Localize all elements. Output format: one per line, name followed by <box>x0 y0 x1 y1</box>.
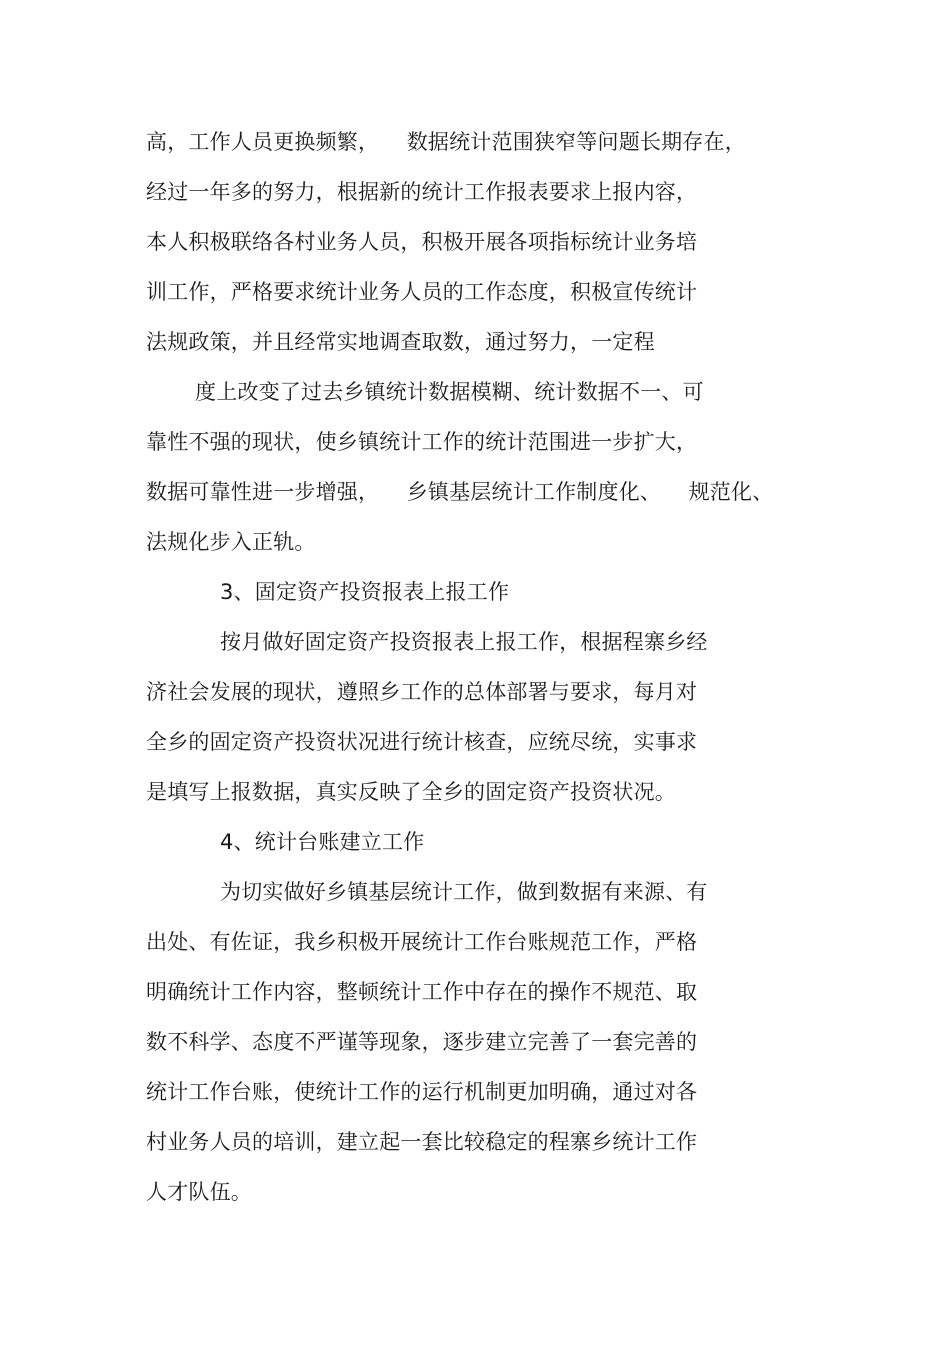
text-line: 本人积极联络各村业务人员，积极开展各项指标统计业务培 <box>146 230 698 254</box>
text-line: 按月做好固定资产投资报表上报工作，根据程寨乡经 <box>220 630 708 654</box>
text-line: 人才队伍。 <box>146 1180 252 1204</box>
section-heading: 3、固定资产投资报表上报工作 <box>220 580 510 604</box>
text-line: 经过一年多的努力，根据新的统计工作报表要求上报内容， <box>146 180 698 204</box>
text-line: 数据可靠性进一步增强， 乡镇基层统计工作制度化、 规范化、 <box>146 480 774 504</box>
text-line: 出处、有佐证，我乡积极开展统计工作台账规范工作，严格 <box>146 930 698 954</box>
text-line: 明确统计工作内容，整顿统计工作中存在的操作不规范、取 <box>146 980 698 1004</box>
text-line: 济社会发展的现状，遵照乡工作的总体部署与要求，每月对 <box>146 680 698 704</box>
text-line: 统计工作台账，使统计工作的运行机制更加明确，通过对各 <box>146 1080 698 1104</box>
text-line: 度上改变了过去乡镇统计数据模糊、统计数据不一、可 <box>195 380 704 404</box>
text-line: 数不科学、态度不严谨等现象，逐步建立完善了一套完善的 <box>146 1030 698 1054</box>
text-line: 村业务人员的培训，建立起一套比较稳定的程寨乡统计工作 <box>146 1130 698 1154</box>
text-line: 法规政策，并且经常实地调查取数，通过努力，一定程 <box>146 330 655 354</box>
section-heading: 4、统计台账建立工作 <box>220 830 425 854</box>
text-line: 全乡的固定资产投资状况进行统计核查，应统尽统，实事求 <box>146 730 698 754</box>
text-line: 训工作，严格要求统计业务人员的工作态度，积极宣传统计 <box>146 280 698 304</box>
text-line: 法规化步入正轨。 <box>146 530 316 554</box>
text-line: 是填写上报数据，真实反映了全乡的固定资产投资状况。 <box>146 780 676 804</box>
text-line: 为切实做好乡镇基层统计工作，做到数据有来源、有 <box>220 880 708 904</box>
text-line: 高，工作人员更换频繁， 数据统计范围狭窄等问题长期存在， <box>146 130 746 154</box>
text-line: 靠性不强的现状，使乡镇统计工作的统计范围进一步扩大， <box>146 430 698 454</box>
